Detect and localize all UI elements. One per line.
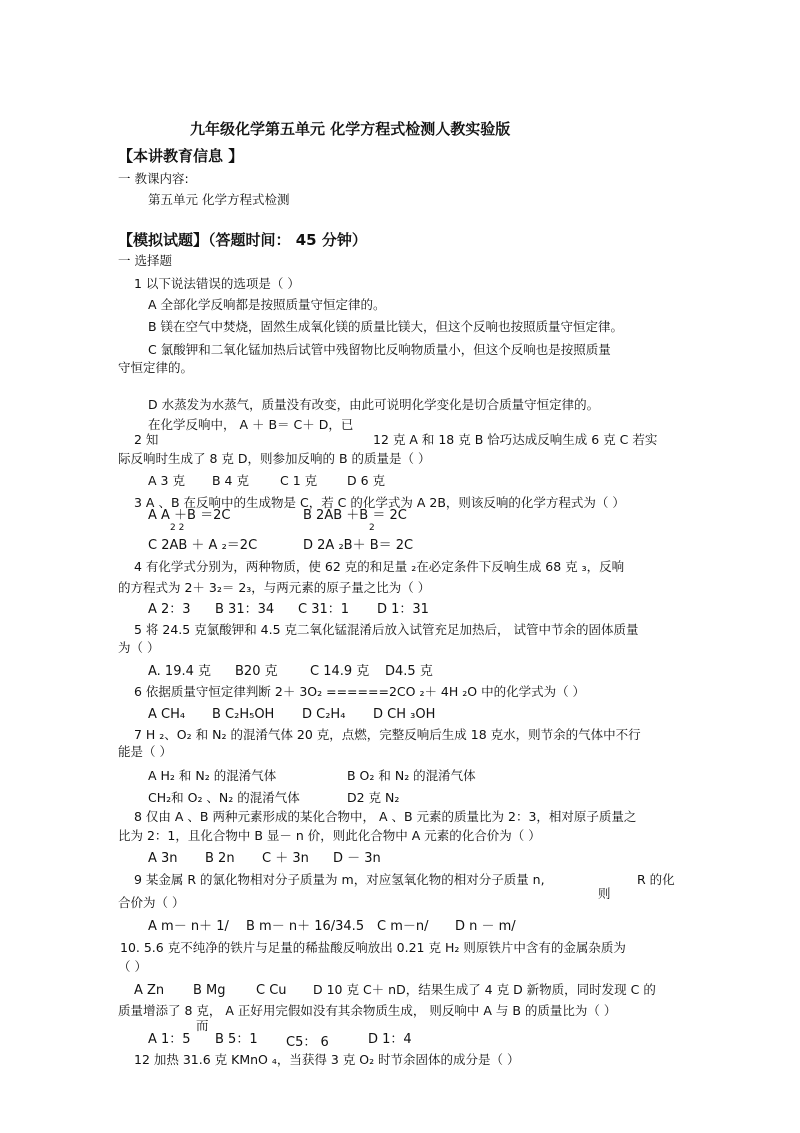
- question-line: 6 依据质量守恒定律判断 2＋ 3O₂ ======2CO ₂＋ 4H ₂O 中的化学式为（ ）: [134, 684, 586, 699]
- question-line: 12 加热 31.6 克 KMnO ₄，当获得 3 克 O₂ 时节余固体的成分是（ ）: [134, 1052, 520, 1067]
- option: B 2AB ＋B ＝ 2C: [303, 508, 407, 523]
- question-line: 2 知: [134, 432, 159, 447]
- question-line: 5 将 24.5 克氯酸钾和 4.5 克二氧化锰混淆后放入试管充足加热后， 试管中节余的固体质量: [134, 622, 639, 637]
- option: A 1：5: [148, 1032, 191, 1047]
- option-line: D 水蒸发为水蒸气，质量没有改变，由此可说明化学变化是切合质量守恒定律的。: [148, 397, 600, 412]
- option: B 2n: [205, 851, 235, 866]
- option: B m－ n＋ 16/34.5: [246, 919, 365, 934]
- option: B O₂ 和 N₂ 的混淆气体: [347, 768, 476, 783]
- question-line: 际反响时生成了 8 克 D，则参加反响的 B 的质量是（ ）: [118, 451, 431, 466]
- option: C 2AB ＋ A ₂＝2C: [148, 538, 258, 553]
- option: C Cu: [256, 983, 287, 998]
- question-line: 的方程式为 2＋ 3₂＝ 2₃，与两元素的原子量之比为（ ）: [118, 580, 431, 595]
- part-heading: 一 选择题: [118, 253, 172, 268]
- option: B 4 克: [212, 473, 249, 488]
- question-line: 4 有化学式分别为，两种物质，使 62 克的和足量 ₂在必定条件下反响生成 68 克 ₃，反响: [134, 559, 625, 574]
- option: D n － m/: [455, 919, 516, 934]
- option: B Mg: [193, 983, 226, 998]
- option: D C₂H₄: [302, 707, 346, 722]
- question-line: 在化学反响中， A ＋ B＝ C＋ D，已: [148, 417, 354, 432]
- question-line: 为（ ）: [118, 640, 160, 655]
- doc-title: 九年级化学第五单元 化学方程式检测人教实验版: [190, 120, 511, 138]
- question-line: 则: [598, 886, 611, 901]
- question-line: 合价为（ ）: [118, 895, 185, 910]
- question-line: R 的化: [637, 872, 675, 887]
- question-line: 质量增添了 8 克， A 正好用完假如没有其余物质生成， 则反响中 A 与 B 的质量比为（ ）: [118, 1003, 617, 1018]
- option: A H₂ 和 N₂ 的混淆气体: [148, 768, 277, 783]
- option: D 1：31: [377, 602, 429, 617]
- option: D 2A ₂B＋ B＝ 2C: [303, 538, 414, 553]
- option: D 1：4: [368, 1032, 412, 1047]
- option: C5： 6: [286, 1035, 329, 1050]
- option: A 2：3: [148, 602, 191, 617]
- option: A. 19.4 克: [148, 664, 212, 679]
- option: C 31：1: [298, 602, 350, 617]
- option: A 3 克: [148, 473, 185, 488]
- question-line: 8 仅由 A 、B 两种元素形成的某化合物中， A 、B 元素的质量比为 2：3，相对原子质量之: [134, 809, 637, 824]
- option: A CH₄: [148, 707, 186, 722]
- option: C 1 克: [280, 473, 318, 488]
- teach-content: 第五单元 化学方程式检测: [148, 192, 290, 207]
- option: D CH ₃OH: [373, 707, 436, 722]
- mock-test-heading: 【模拟试题】（答题时间： 45 分钟）: [118, 231, 367, 249]
- subscript-marks: 2 2: [170, 523, 185, 533]
- option: B 5：1: [215, 1032, 258, 1047]
- question-line: 9 某金属 R 的氯化物相对分子质量为 m，对应氢氧化物的相对分子质量 n,: [134, 872, 545, 887]
- option: A m－ n＋ 1/: [148, 919, 229, 934]
- question-line: D 10 克 C＋ nD，结果生成了 4 克 D 新物质，同时发现 C 的: [313, 982, 656, 997]
- section-info-heading: 【本讲教育信息 】: [118, 147, 244, 165]
- subscript-mark: 2: [369, 523, 375, 533]
- option: B C₂H₅OH: [212, 707, 275, 722]
- question-line: 3 A 、B 在反响中的生成物是 C，若 C 的化学式为 A 2B，则该反响的化学方程式为（ ）: [134, 495, 625, 510]
- question-line: 能是（ ）: [118, 744, 172, 759]
- option-line: 守恒定律的。: [118, 360, 194, 375]
- option: D2 克 N₂: [347, 790, 400, 805]
- option: D － 3n: [333, 851, 381, 866]
- teach-content-label: 一 教课内容:: [118, 171, 189, 186]
- option: CH₂和 O₂ 、N₂ 的混淆气体: [148, 790, 300, 805]
- option: D4.5 克: [385, 664, 433, 679]
- question-line: 比为 2：1，且化合物中 B 显－ n 价，则此化合物中 A 元素的化合价为（ ）: [118, 828, 541, 843]
- question-line: 12 克 A 和 18 克 B 恰巧达成反响生成 6 克 C 若实: [373, 432, 658, 447]
- question-line: 而: [196, 1018, 209, 1033]
- option: C 14.9 克: [310, 664, 370, 679]
- option-line: B 镁在空气中焚烧，固然生成氧化镁的质量比镁大，但这个反响也按照质量守恒定律。: [148, 319, 624, 334]
- option: A A ＋B ＝2C: [148, 508, 231, 523]
- question-line: （ ）: [118, 959, 147, 974]
- question-line: 1 以下说法错误的选项是（ ）: [134, 276, 300, 291]
- option: A Zn: [134, 983, 165, 998]
- option-line: A 全部化学反响都是按照质量守恒定律的。: [148, 297, 386, 312]
- option: B 31：34: [215, 602, 275, 617]
- option: D 6 克: [347, 473, 386, 488]
- option: C ＋ 3n: [262, 851, 309, 866]
- question-line: 10. 5.6 克不纯净的铁片与足量的稀盐酸反响放出 0.21 克 H₂ 则原铁片中含有的金属杂质为: [120, 940, 626, 955]
- option: B20 克: [235, 664, 278, 679]
- option: A 3n: [148, 851, 178, 866]
- option-line: C 氯酸钾和二氧化锰加热后试管中残留物比反响物质量小，但这个反响也是按照质量: [148, 342, 611, 357]
- question-line: 7 H ₂、O₂ 和 N₂ 的混淆气体 20 克，点燃，完整反响后生成 18 克水，则节余的气体中不行: [134, 727, 641, 742]
- option: C m－n/: [377, 919, 429, 934]
